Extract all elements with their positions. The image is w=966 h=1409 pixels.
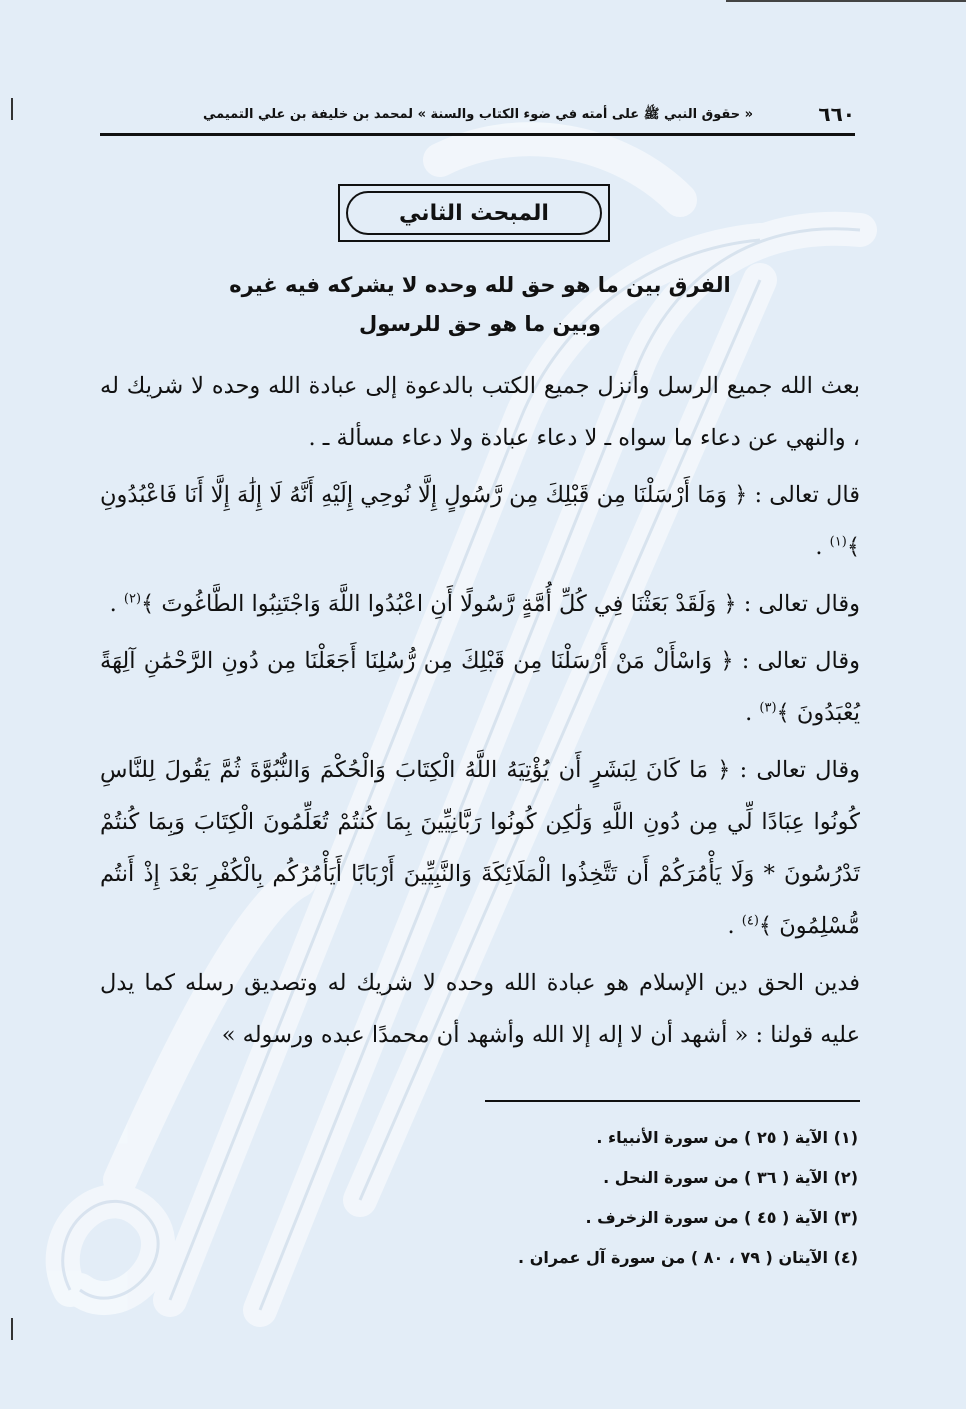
verse-end: . — [815, 534, 823, 560]
footnote: (٤) الآيتان ( ٧٩ ، ٨٠ ) من سورة آل عمران . — [518, 1248, 858, 1267]
scan-margin-mark — [11, 1318, 13, 1340]
heading-line-2: وبين ما هو حق للرسول — [359, 312, 601, 336]
body-text — [100, 360, 860, 1066]
footnote-reference: (١) — [829, 534, 847, 550]
quran-verse: ﴿ وَلَقَدْ بَعَثْنَا فِي كُلِّ أُمَّةٍ رَّسُولًا أَنِ اعْبُدُوا اللَّهَ وَاجْتَنِبُوا الطَّاغُوتَ ﴾ — [141, 591, 737, 617]
quran-verse: ﴿ وَاسْأَلْ مَنْ أَرْسَلْنَا مِن قَبْلِكَ مِن رُّسُلِنَا أَجَعَلْنَا مِن دُونِ الرَّحْمَٰنِ آلِهَةً يُعْبَدُونَ ﴾ — [100, 648, 860, 726]
verse-intro: قال تعالى : — [754, 482, 861, 508]
footnote-rule — [485, 1100, 860, 1102]
quran-verse: ﴿ وَمَا أَرْسَلْنَا مِن قَبْلِكَ مِن رَّسُولٍ إِلَّا نُوحِي إِلَيْهِ أَنَّهُ لَا إِلَٰهَ إِلَّا أَنَا فَاعْبُدُونِ ﴾ — [100, 482, 860, 560]
scan-margin-mark — [11, 98, 13, 120]
verse-paragraph — [100, 635, 860, 739]
running-title: « حقوق النبي ﷺ على أمته في ضوء الكتاب والسنة » لمحمد بن خليفة بن علي التميمي — [202, 107, 753, 122]
verse-intro: وقال تعالى : — [739, 757, 860, 783]
section-title-cartouche — [346, 191, 602, 235]
footnote-reference: (٢) — [123, 591, 142, 607]
scan-edge-line — [726, 0, 966, 2]
quran-verse: ﴿ مَا كَانَ لِبَشَرٍ أَن يُؤْتِيَهُ اللَّهُ الْكِتَابَ وَالْحُكْمَ وَالنُّبُوَّةَ ثُمَّ يَقُولَ لِلنَّاسِ كُونُوا عِبَادًا لِّي مِن دُونِ اللَّهِ وَلَٰكِن كُونُوا رَبَّانِيِّينَ بِمَا كُنتُمْ تُعَلِّمُونَ الْكِتَابَ وَبِمَا كُنتُمْ تَدْرُسُونَ * وَلَا يَأْمُرَكُمْ أَن تَتَّخِذُوا الْمَلَائِكَةَ وَالنَّبِيِّينَ أَرْبَابًا أَيَأْمُرُكُم بِالْكُفْرِ بَعْدَ إِذْ أَنتُم مُّسْلِمُونَ ﴾ — [100, 757, 860, 939]
footnote-reference: (٤) — [741, 913, 759, 929]
verse-end: . — [745, 700, 753, 726]
footnotes — [380, 1118, 858, 1278]
heading-line-1: الفرق بين ما هو حق لله وحده لا يشركه فيه غيره — [229, 273, 731, 297]
verse-end: . — [109, 591, 117, 617]
footnote: (٣) الآية ( ٤٥ ) من سورة الزخرف . — [585, 1208, 858, 1227]
footnote: (١) الآية ( ٢٥ ) من سورة الأنبياء . — [596, 1128, 858, 1147]
header-rule — [100, 133, 855, 136]
chapter-heading — [200, 266, 760, 344]
verse-paragraph — [100, 744, 860, 952]
verse-end: . — [727, 913, 735, 939]
footnote-reference: (٣) — [759, 700, 777, 716]
paragraph: فدين الحق دين الإسلام هو عبادة الله وحده لا شريك له وتصديق رسله كما يدل عليه قولنا : « أشهد أن لا إله إلا الله وأشهد أن محمدًا عبده ورسوله » — [100, 970, 860, 1048]
footnote: (٢) الآية ( ٣٦ ) من سورة النحل . — [603, 1168, 858, 1187]
running-header — [195, 100, 855, 130]
section-title: المبحث الثاني — [399, 200, 549, 226]
section-title-frame — [338, 184, 610, 242]
verse-paragraph — [100, 578, 860, 630]
verse-paragraph — [100, 469, 860, 573]
verse-intro: وقال تعالى : — [743, 591, 860, 617]
page-number: ٦٦٠ — [818, 102, 855, 126]
paragraph: بعث الله جميع الرسل وأنزل جميع الكتب بالدعوة إلى عبادة الله وحده لا شريك له ، والنهي عن دعاء ما سواه ـ لا دعاء عبادة ولا دعاء مسألة ـ . — [100, 373, 860, 451]
verse-intro: وقال تعالى : — [741, 648, 861, 674]
